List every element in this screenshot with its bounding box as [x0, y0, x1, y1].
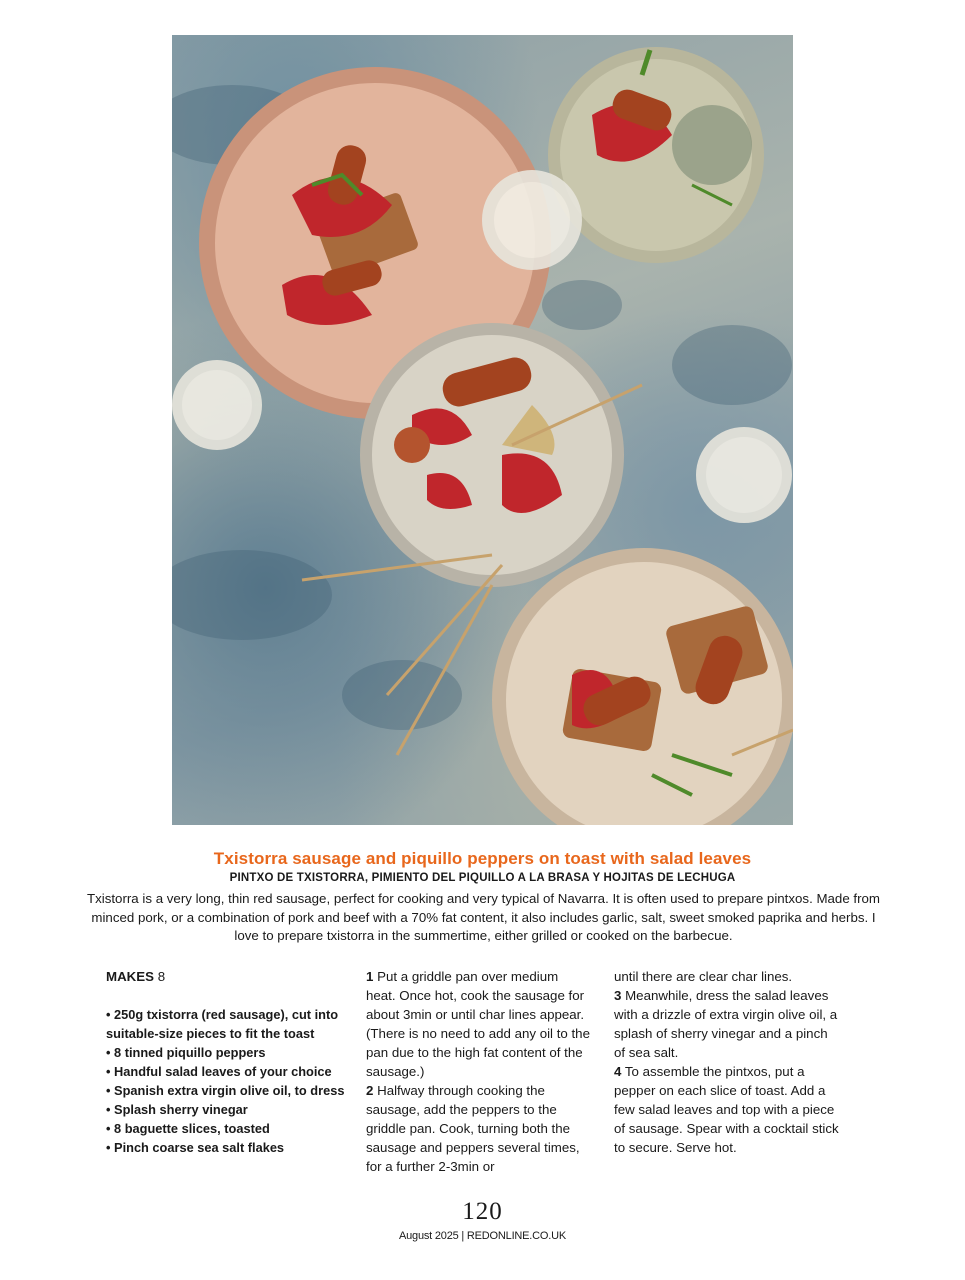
food-illustration: [172, 35, 793, 825]
step-number: 2: [366, 1083, 374, 1098]
makes-label: MAKES: [106, 969, 155, 984]
method-step: [366, 1081, 591, 1176]
method-column-2: [614, 967, 839, 1157]
makes-value: 8: [157, 969, 166, 984]
method-step: [366, 967, 591, 1081]
ingredient-item: • 250g txistorra (red sausage), cut into suitable-size pieces to fit the toast: [106, 1007, 339, 1041]
step-text: To assemble the pintxos, put a pepper on each slice of toast. Add a few salad leaves and top with a piece of sausage. Spear with a cocktail stick to secure. Serve hot.: [614, 1064, 839, 1155]
method-column-1: [366, 967, 591, 1176]
ingredients-column: [106, 967, 351, 1157]
step-number: 4: [614, 1064, 622, 1079]
step-text: until there are clear char lines.: [614, 969, 793, 984]
method-step: [614, 1062, 839, 1157]
plate-cream: [492, 548, 793, 825]
ingredient-item: • Splash sherry vinegar: [106, 1102, 248, 1117]
recipe-intro: Txistorra is a very long, thin red sausage, perfect for cooking and very typical of Navarra. It is often used to prepare pintxos. Made from minced pork, or a combination of pork and beef with a 70% fat content, it also includes garlic, salt, sweet smoked paprika and herbs. I love to prepare txistorra in the summertime, either grilled or cooked on the barbecue.: [86, 891, 881, 943]
ingredient-list: [106, 1005, 351, 1157]
ingredient-item: • 8 baguette slices, toasted: [106, 1121, 270, 1136]
makes-line: [106, 967, 351, 986]
page-number: 120: [462, 1198, 503, 1225]
issue-footer: August 2025 | REDONLINE.CO.UK: [398, 1230, 566, 1242]
method-step-continued: [614, 967, 839, 986]
step-number: 3: [614, 988, 622, 1003]
step-text: Meanwhile, dress the salad leaves with a drizzle of extra virgin olive oil, a splash of sherry vinegar and a pinch of sea salt.: [614, 988, 838, 1060]
method-step: [614, 986, 839, 1062]
recipe-subtitle: PINTXO DE TXISTORRA, PIMIENTO DEL PIQUILLO A LA BRASA Y HOJITAS DE LECHUGA: [229, 872, 736, 884]
recipe-title: Txistorra sausage and piquillo peppers on toast with salad leaves: [213, 849, 752, 868]
step-text: Halfway through cooking the sausage, add the peppers to the griddle pan. Cook, turning both the sausage and peppers several times, for a further 2-3min or: [366, 1083, 580, 1174]
plate-grey: [360, 323, 642, 587]
ingredient-item: • Pinch coarse sea salt flakes: [106, 1140, 285, 1155]
step-text: Put a griddle pan over medium heat. Once hot, cook the sausage for about 3min or until char lines appear. (There is no need to add any oil to the pan due to the high fat content of the sausage.): [366, 969, 590, 1079]
ingredient-item: • 8 tinned piquillo peppers: [106, 1045, 266, 1060]
step-number: 1: [366, 969, 374, 984]
recipe-photo: [172, 35, 793, 825]
ingredient-item: • Handful salad leaves of your choice: [106, 1064, 332, 1079]
ingredient-item: • Spanish extra virgin olive oil, to dress: [106, 1083, 345, 1098]
